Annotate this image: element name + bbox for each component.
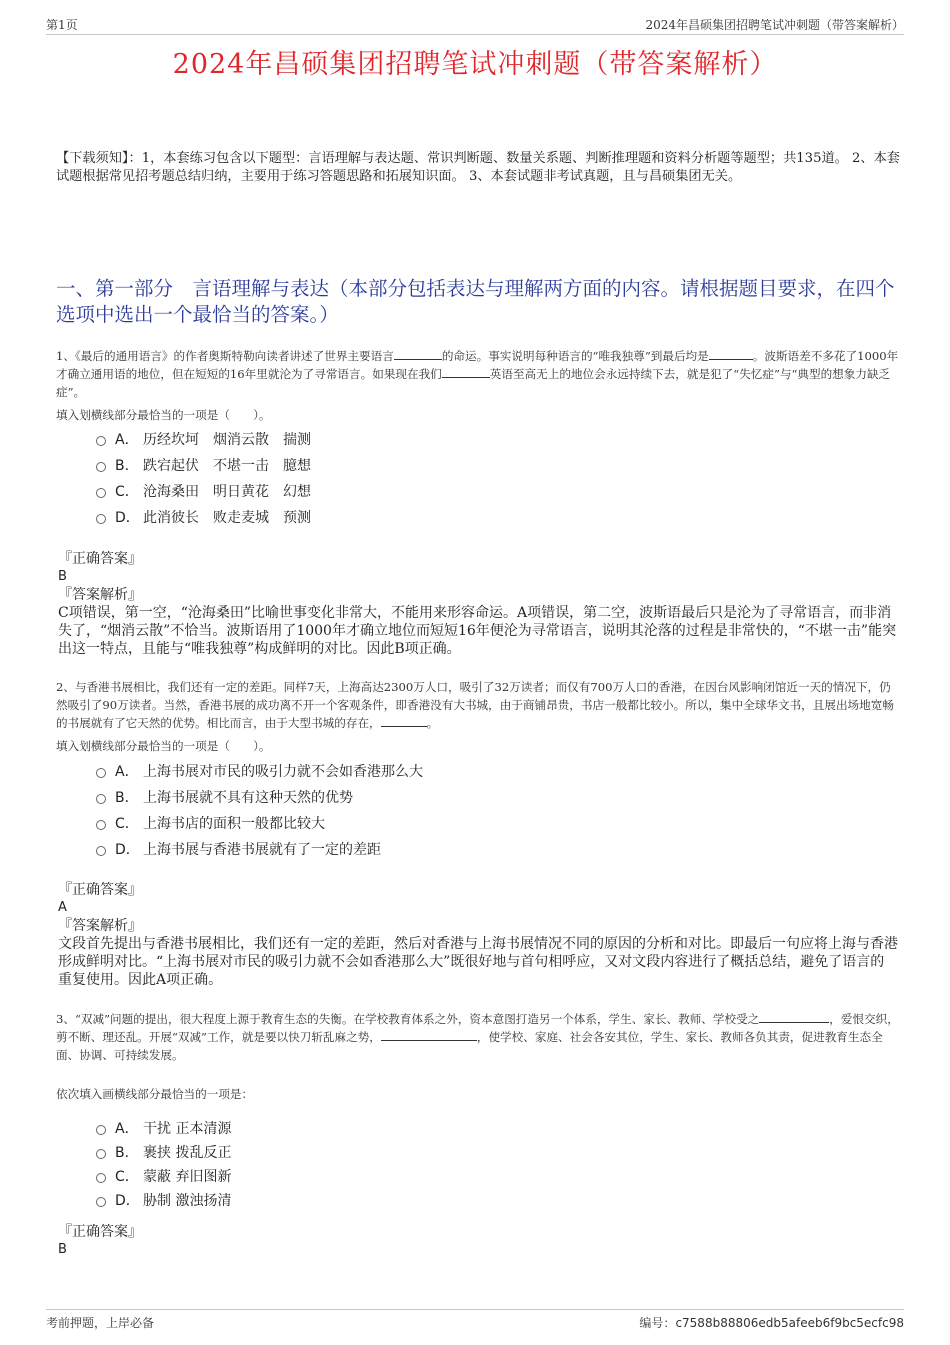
page-footer [46,1309,904,1332]
blank-line [394,347,442,360]
radio-button[interactable] [96,1197,106,1207]
blank-line [381,1028,477,1041]
radio-button[interactable] [96,1149,106,1159]
option-c[interactable]: C． 蒙蔽 弃旧图新 [96,1164,245,1188]
option-c[interactable]: C． 上海书店的面积一般都比较大 [96,810,437,836]
correct-answer-value: B [58,569,67,584]
blank-line [709,347,753,360]
blank-line [442,365,490,378]
radio-button[interactable] [96,514,106,524]
question-1-prompt: 填入划横线部分最恰当的一项是（ ）。 [56,408,271,422]
section-title: 一、第一部分 言语理解与表达（本部分包括表达与理解两方面的内容。请根据题目要求，在四个选项中选出一个最恰当的答案。） [56,277,895,326]
radio-button[interactable] [96,768,106,778]
option-b[interactable]: B． 裹挟 拨乱反正 [96,1140,245,1164]
blank-line [759,1010,829,1023]
analysis-label: 『答案解析』 [58,587,142,603]
radio-button[interactable] [96,1125,106,1135]
question-3-prompt: 依次填入画横线部分最恰当的一项是： [56,1087,254,1101]
question-3-options [96,1116,245,1212]
correct-answer-value: B [58,1242,67,1257]
question-3-text: 3、“双减”问题的提出，很大程度上源于教育生态的失衡。在学校教育体系之外，资本意图打造另一个体系，学生、家长、教师、学校受之 ，爱恨交织，剪不断、理还乱。开展“双减”工作，就是要以快刀斩乱麻之势， ，使学校、家庭、社会各安其位，学生、家长、教师各负其责，促进教育生态全面、协调、可持续发展。 [56,1012,899,1062]
option-d[interactable]: D． 此消彼长 败走麦城 预测 [96,504,325,530]
header-doc-title: 2024年昌硕集团招聘笔试冲刺题（带答案解析） [645,18,904,32]
option-d[interactable]: D． 胁制 激浊扬清 [96,1188,245,1212]
download-notice: 【下载须知】：1，本套练习包含以下题型：言语理解与表达题、常识判断题、数量关系题、判断推理题和资料分析题等题型；共135道。 2、本套试题根据常见招考题总结归纳，主要用于练习答题思路和拓展知识面。 3、本套试题非考试真题，且与昌硕集团无关。 [56,151,900,184]
option-a[interactable]: A． 干扰 正本清源 [96,1116,245,1140]
option-b[interactable]: B． 跌宕起伏 不堪一击 臆想 [96,452,325,478]
radio-button[interactable] [96,820,106,830]
question-1-options [96,426,325,530]
radio-button[interactable] [96,436,106,446]
radio-button[interactable] [96,488,106,498]
document-title: 2024年昌硕集团招聘笔试冲刺题（带答案解析） [172,49,778,80]
question-1-answer-block [58,550,898,658]
question-1-text: 1、《最后的通用语言》的作者奥斯特勒向读者讲述了世界主要语言 的命运。事实说明每种语言的“唯我独尊”到最后均是 。波斯语差不多花了1000年才确立通用语的地位，但在短短的16年里就沦为了寻常语言。如果现在我们 英语至高无上的地位会永远持续下去，就是犯了“失忆症”与“典型的想象力缺乏症”。 [56,349,899,399]
page-number: 第1页 [46,18,78,32]
question-2-answer-block [58,881,898,989]
analysis-text: 文段首先提出与香港书展相比，我们还有一定的差距，然后对香港与上海书展情况不同的原因的分析和对比。即最后一句应将上海与香港形成鲜明对比。“上海书展对市民的吸引力就不会如香港那么大”既很好地与首句相呼应，又对文段内容进行了概括总结，避免了语言的重复使用。因此A项正确。 [58,936,898,988]
radio-button[interactable] [96,846,106,856]
radio-button[interactable] [96,794,106,804]
option-b[interactable]: B． 上海书展就不具有这种天然的优势 [96,784,437,810]
correct-answer-value: A [58,900,67,915]
blank-line [381,714,427,727]
footer-slogan: 考前押题，上岸必备 [46,1316,155,1330]
analysis-text: C项错误，第一空，“沧海桑田”比喻世事变化非常大，不能用来形容命运。A项错误，第二空，波斯语最后只是沦为了寻常语言，而非消失了，“烟消云散”不恰当。波斯语用了1000年才确立地位而短短16年便沦为寻常语言，说明其沦落的过程是非常快的，“不堪一击”能突出这一特点，且能与“唯我独尊”构成鲜明的对比。因此B项正确。 [58,605,897,657]
question-2-options [96,758,437,862]
option-c[interactable]: C． 沧海桑田 明日黄花 幻想 [96,478,325,504]
correct-answer-label: 『正确答案』 [58,551,142,567]
option-a[interactable]: A． 上海书展对市民的吸引力就不会如香港那么大 [96,758,437,784]
footer-code: 编号：c7588b88806edb5afeeb6f9bc5ecfc98 [639,1316,904,1330]
correct-answer-label: 『正确答案』 [58,1224,142,1240]
radio-button[interactable] [96,1173,106,1183]
option-a[interactable]: A． 历经坎坷 烟消云散 揣测 [96,426,325,452]
question-3-answer-block [58,1223,898,1259]
page-header [46,14,904,35]
option-d[interactable]: D． 上海书展与香港书展就有了一定的差距 [96,836,437,862]
question-2-prompt: 填入划横线部分最恰当的一项是（ ）。 [56,739,271,753]
analysis-label: 『答案解析』 [58,918,142,934]
radio-button[interactable] [96,462,106,472]
question-2-text: 2、与香港书展相比，我们还有一定的差距。同样7天，上海高达2300万人口，吸引了32万读者；而仅有700万人口的香港，在因台风影响闭馆近一天的情况下，仍然吸引了90万读者。当然，香港书展的成功离不开一个客观条件，即香港没有大书城，由于商铺昂贵，书店一般都比较小。所以，集中全球华文书，且展出场地宽畅的书展就有了它天然的优势。相比而言，由于大型书城的存在， 。 [56,680,894,730]
correct-answer-label: 『正确答案』 [58,882,142,898]
